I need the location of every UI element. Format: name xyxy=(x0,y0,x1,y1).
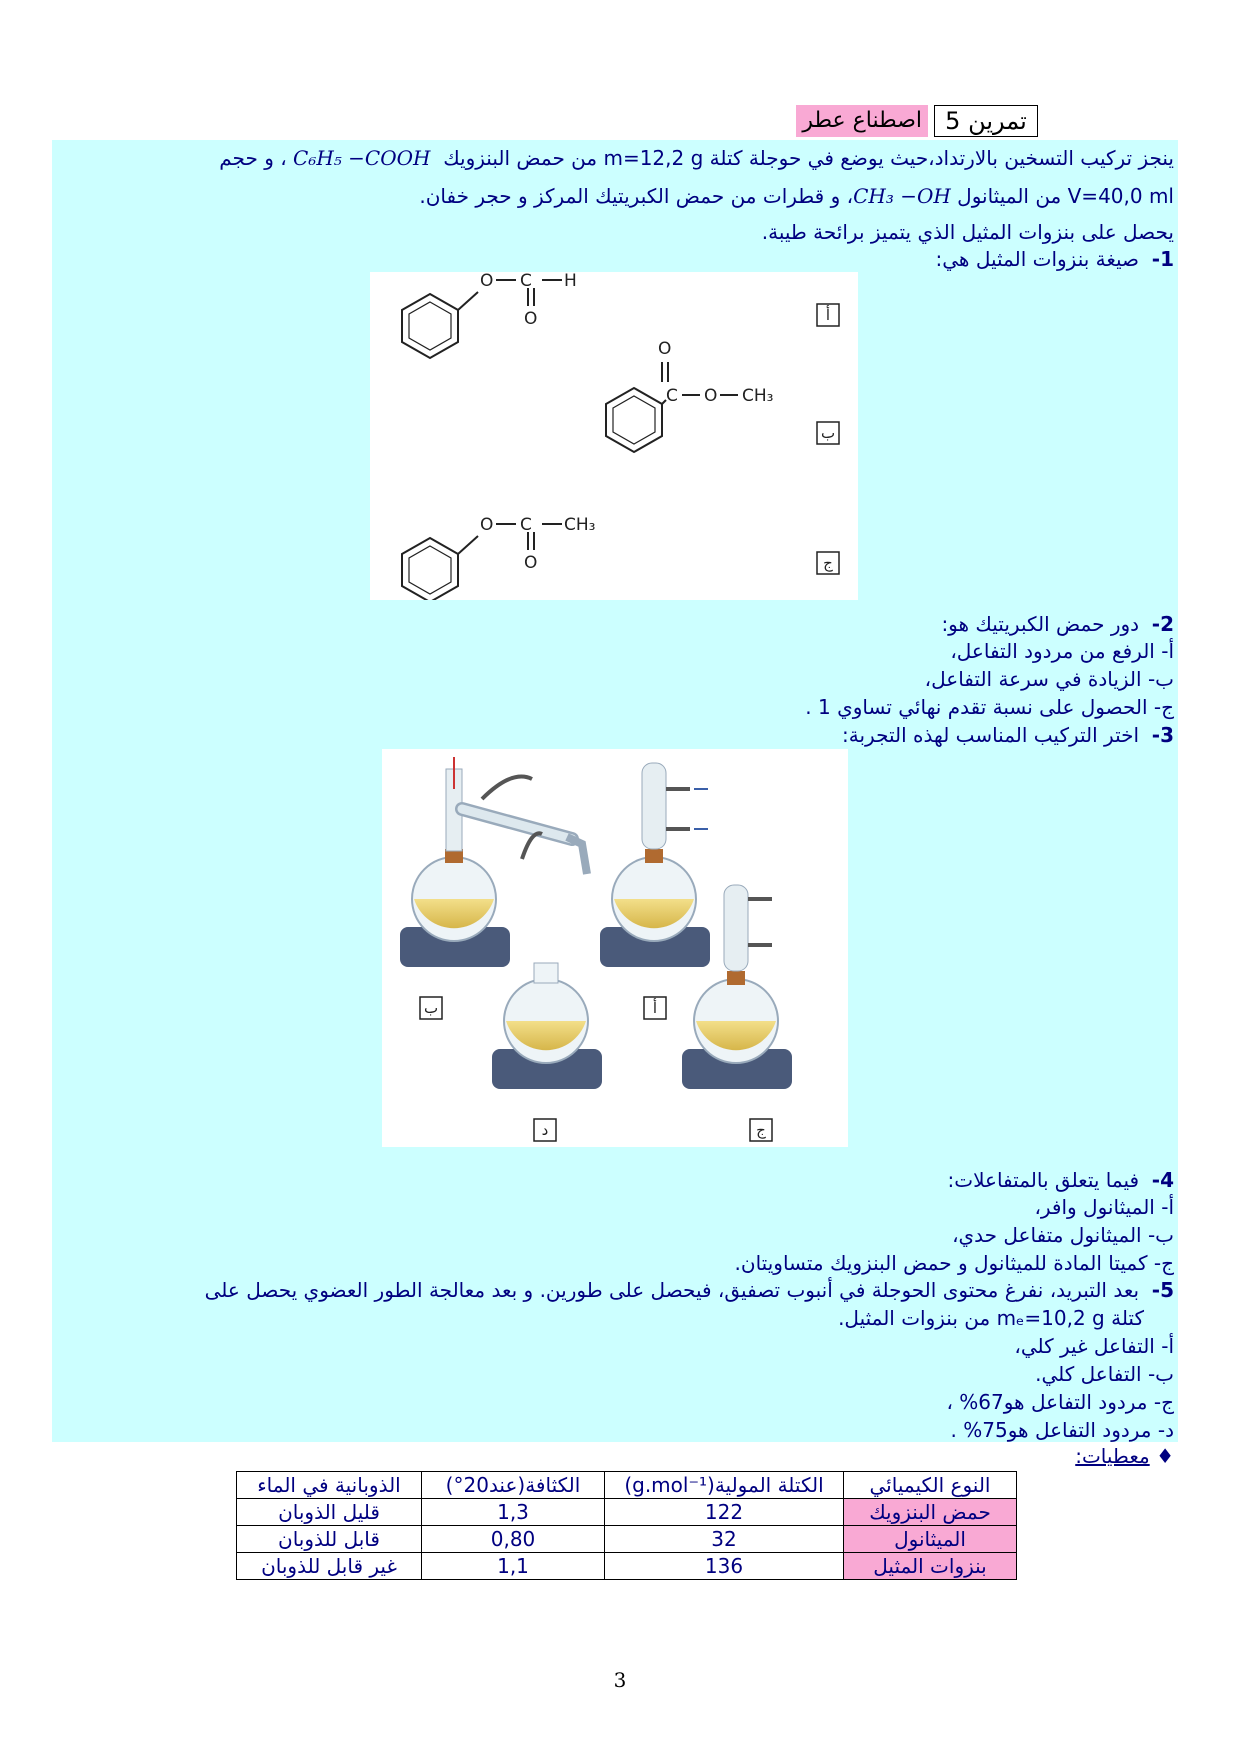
q2-option-c: ج- الحصول على نسبة تقدم نهائي تساوي 1 . xyxy=(805,695,1174,719)
q5-option-a: أ- التفاعل غير كلي، xyxy=(1014,1334,1174,1358)
ester-formulas-figure xyxy=(370,272,858,600)
svg-text:O: O xyxy=(524,309,538,329)
data-table xyxy=(236,1471,1017,1580)
formula-label-a: أ xyxy=(825,306,831,324)
svg-text:O: O xyxy=(704,386,718,406)
table-header-row: النوع الكيميائي الكتلة المولية(g.mol⁻¹) الكثافة(عند20°) الذوبانية في الماء xyxy=(237,1472,1017,1499)
question-5-continued: كتلة mₑ=10,2 g من بنزوات المثيل. xyxy=(838,1306,1144,1330)
q5-option-d: د- مردود التفاعل هو75% . xyxy=(950,1418,1174,1442)
table-row: بنزوات المثيل 136 1,1 غير قابل للذوبان xyxy=(237,1553,1017,1580)
svg-text:CH₃: CH₃ xyxy=(564,515,596,535)
apparatus-label-b: ب xyxy=(423,999,439,1017)
svg-text:O: O xyxy=(658,339,672,359)
q5-option-b: ب- التفاعل كلي. xyxy=(1035,1362,1174,1386)
atom-o: O xyxy=(480,272,494,291)
svg-text:C: C xyxy=(666,386,678,406)
apparatus-label-d: د xyxy=(541,1121,549,1139)
question-1: 1- صيغة بنزوات المثيل هي: xyxy=(935,247,1174,271)
question-5: 5- بعد التبريد، نفرغ محتوى الحوجلة في أنبوب تصفيق، فيحصل على طورين. و بعد معالجة الطور العضوي يحصل على xyxy=(204,1278,1174,1302)
question-4: 4- فيما يتعلق بالمتفاعلات: xyxy=(947,1168,1174,1192)
data-heading: ♦ معطيات: xyxy=(1075,1444,1174,1468)
diamond-icon: ♦ xyxy=(1156,1444,1174,1468)
exercise-number: تمرين 5 xyxy=(934,105,1038,137)
svg-text:CH₃: CH₃ xyxy=(742,386,774,406)
q4-option-b: ب- الميثانول متفاعل حدي، xyxy=(952,1223,1174,1247)
formula-label-b: ب xyxy=(820,424,836,442)
question-3: 3- اختر التركيب المناسب لهذه التجربة: xyxy=(842,723,1174,747)
apparatus-label-c: ج xyxy=(756,1121,766,1139)
apparatus-figure xyxy=(382,749,848,1147)
intro-line-2: V=40,0 ml من الميثانول CH₃ −OH، و قطرات من حمض الكبريتيك المركز و حجر خفان. xyxy=(419,184,1174,208)
svg-text:C: C xyxy=(520,515,532,535)
formula-label-c: ج xyxy=(823,554,833,572)
q4-option-c: ج- كميتا المادة للميثانول و حمض البنزويك متساويتان. xyxy=(734,1251,1174,1275)
q2-option-b: ب- الزيادة في سرعة التفاعل، xyxy=(924,667,1174,691)
svg-text:C: C xyxy=(520,272,532,291)
intro-line-3: يحصل على بنزوات المثيل الذي يتميز برائحة طيبة. xyxy=(761,220,1174,244)
page-number: 3 xyxy=(613,1668,627,1692)
table-row: الميثانول 32 0,80 قابل للذوبان xyxy=(237,1526,1017,1553)
svg-text:H: H xyxy=(564,272,577,291)
q2-option-a: أ- الرفع من مردود التفاعل، xyxy=(950,639,1174,663)
svg-text:O: O xyxy=(480,515,494,535)
table-row: حمض البنزويك 122 1,3 قليل الذوبان xyxy=(237,1499,1017,1526)
exercise-topic: اصطناع عطر xyxy=(796,105,928,137)
apparatus-label-a: أ xyxy=(652,999,658,1017)
q5-option-c: ج- مردود التفاعل هو67% ، xyxy=(946,1390,1174,1414)
question-2: 2- دور حمض الكبريتيك هو: xyxy=(941,612,1174,636)
intro-line-1: ينجز تركيب التسخين بالارتداد،حيث يوضع في حوجلة كتلة m=12,2 g من حمض البنزويك C₆H₅ −COOH ، و حجم xyxy=(219,146,1174,170)
svg-text:O: O xyxy=(524,553,538,573)
q4-option-a: أ- الميثانول وافر، xyxy=(1034,1195,1174,1219)
